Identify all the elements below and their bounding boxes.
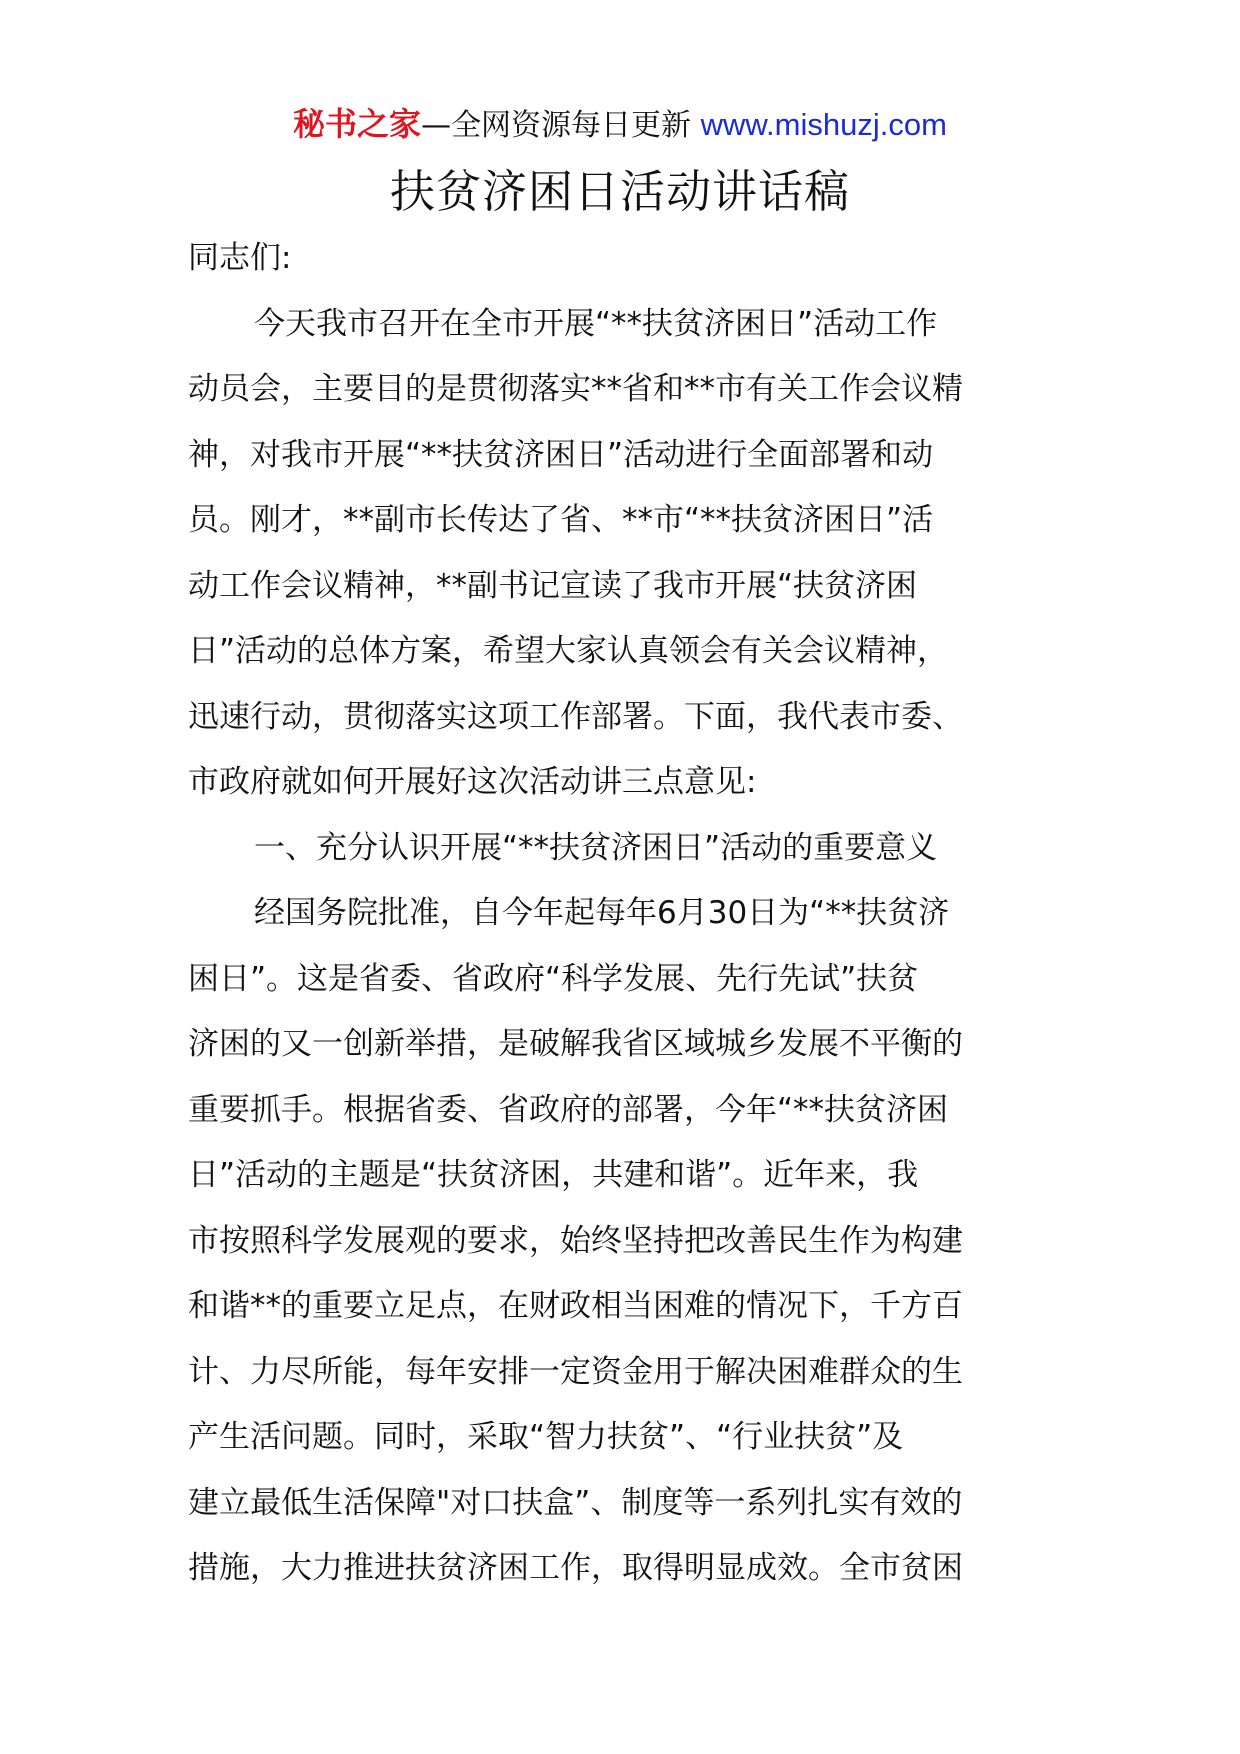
body-line: 建立最低生活保障"对口扶盒”、制度等一系列扎实有效的	[188, 1484, 963, 1521]
body-line: 日”活动的总体方案，希望大家认真领会有关会议精神，	[188, 633, 949, 669]
header-tagline: —全网资源每日更新	[421, 108, 701, 143]
body-line: 产生活问题。同时，采取“智力扶贫”、“行业扶贫”及	[188, 1419, 904, 1455]
document-title: 扶贫济困日活动讲话稿	[389, 165, 850, 218]
document-body	[188, 226, 1068, 1602]
body-line: 经国务院批准，自今年起每年6月30日为“**扶贫济	[254, 895, 950, 931]
body-line: 迅速行动，贯彻落实这项工作部署。下面，我代表市委、	[188, 698, 963, 735]
body-line: 市政府就如何开展好这次活动讲三点意见:	[188, 764, 757, 800]
body-line: 和谐**的重要立足点，在财政相当困难的情况下，千方百	[188, 1288, 963, 1324]
body-line: 日”活动的主题是“扶贫济困，共建和谐”。近年来，我	[188, 1157, 919, 1193]
body-line: 今天我市召开在全市开展“**扶贫济困日”活动工作	[254, 305, 938, 342]
body-line: 计、力尽所能，每年安排一定资金用于解决困难群众的生	[188, 1353, 963, 1390]
body-line: 动工作会议精神，**副书记宣读了我市开展“扶贫济困	[188, 567, 918, 604]
body-line: 济困的又一创新举措，是破解我省区域城乡发展不平衡的	[188, 1026, 963, 1062]
body-line: 市按照科学发展观的要求，始终坚持把改善民生作为构建	[188, 1222, 963, 1259]
section-heading: 一、充分认识开展“**扶贫济困日”活动的重要意义	[254, 829, 938, 866]
site-url-link[interactable]: www.mishuzj.com	[700, 107, 947, 142]
site-header	[0, 100, 1240, 150]
salutation: 同志们:	[188, 240, 292, 276]
brand-name: 秘书之家	[293, 105, 422, 143]
body-line: 措施，大力推进扶贫济困工作，取得明显成效。全市贫困	[188, 1550, 963, 1586]
body-line: 神，对我市开展“**扶贫济困日”活动进行全面部署和动	[188, 436, 934, 473]
body-line: 重要抓手。根据省委、省政府的部署，今年“**扶贫济困	[188, 1091, 949, 1128]
body-line: 员。刚才，**副市长传达了省、**市“**扶贫济困日”活	[188, 502, 934, 538]
body-line: 困日”。这是省委、省政府“科学发展、先行先试”扶贫	[188, 960, 919, 997]
body-line: 动员会，主要目的是贯彻落实**省和**市有关工作会议精	[188, 371, 963, 407]
